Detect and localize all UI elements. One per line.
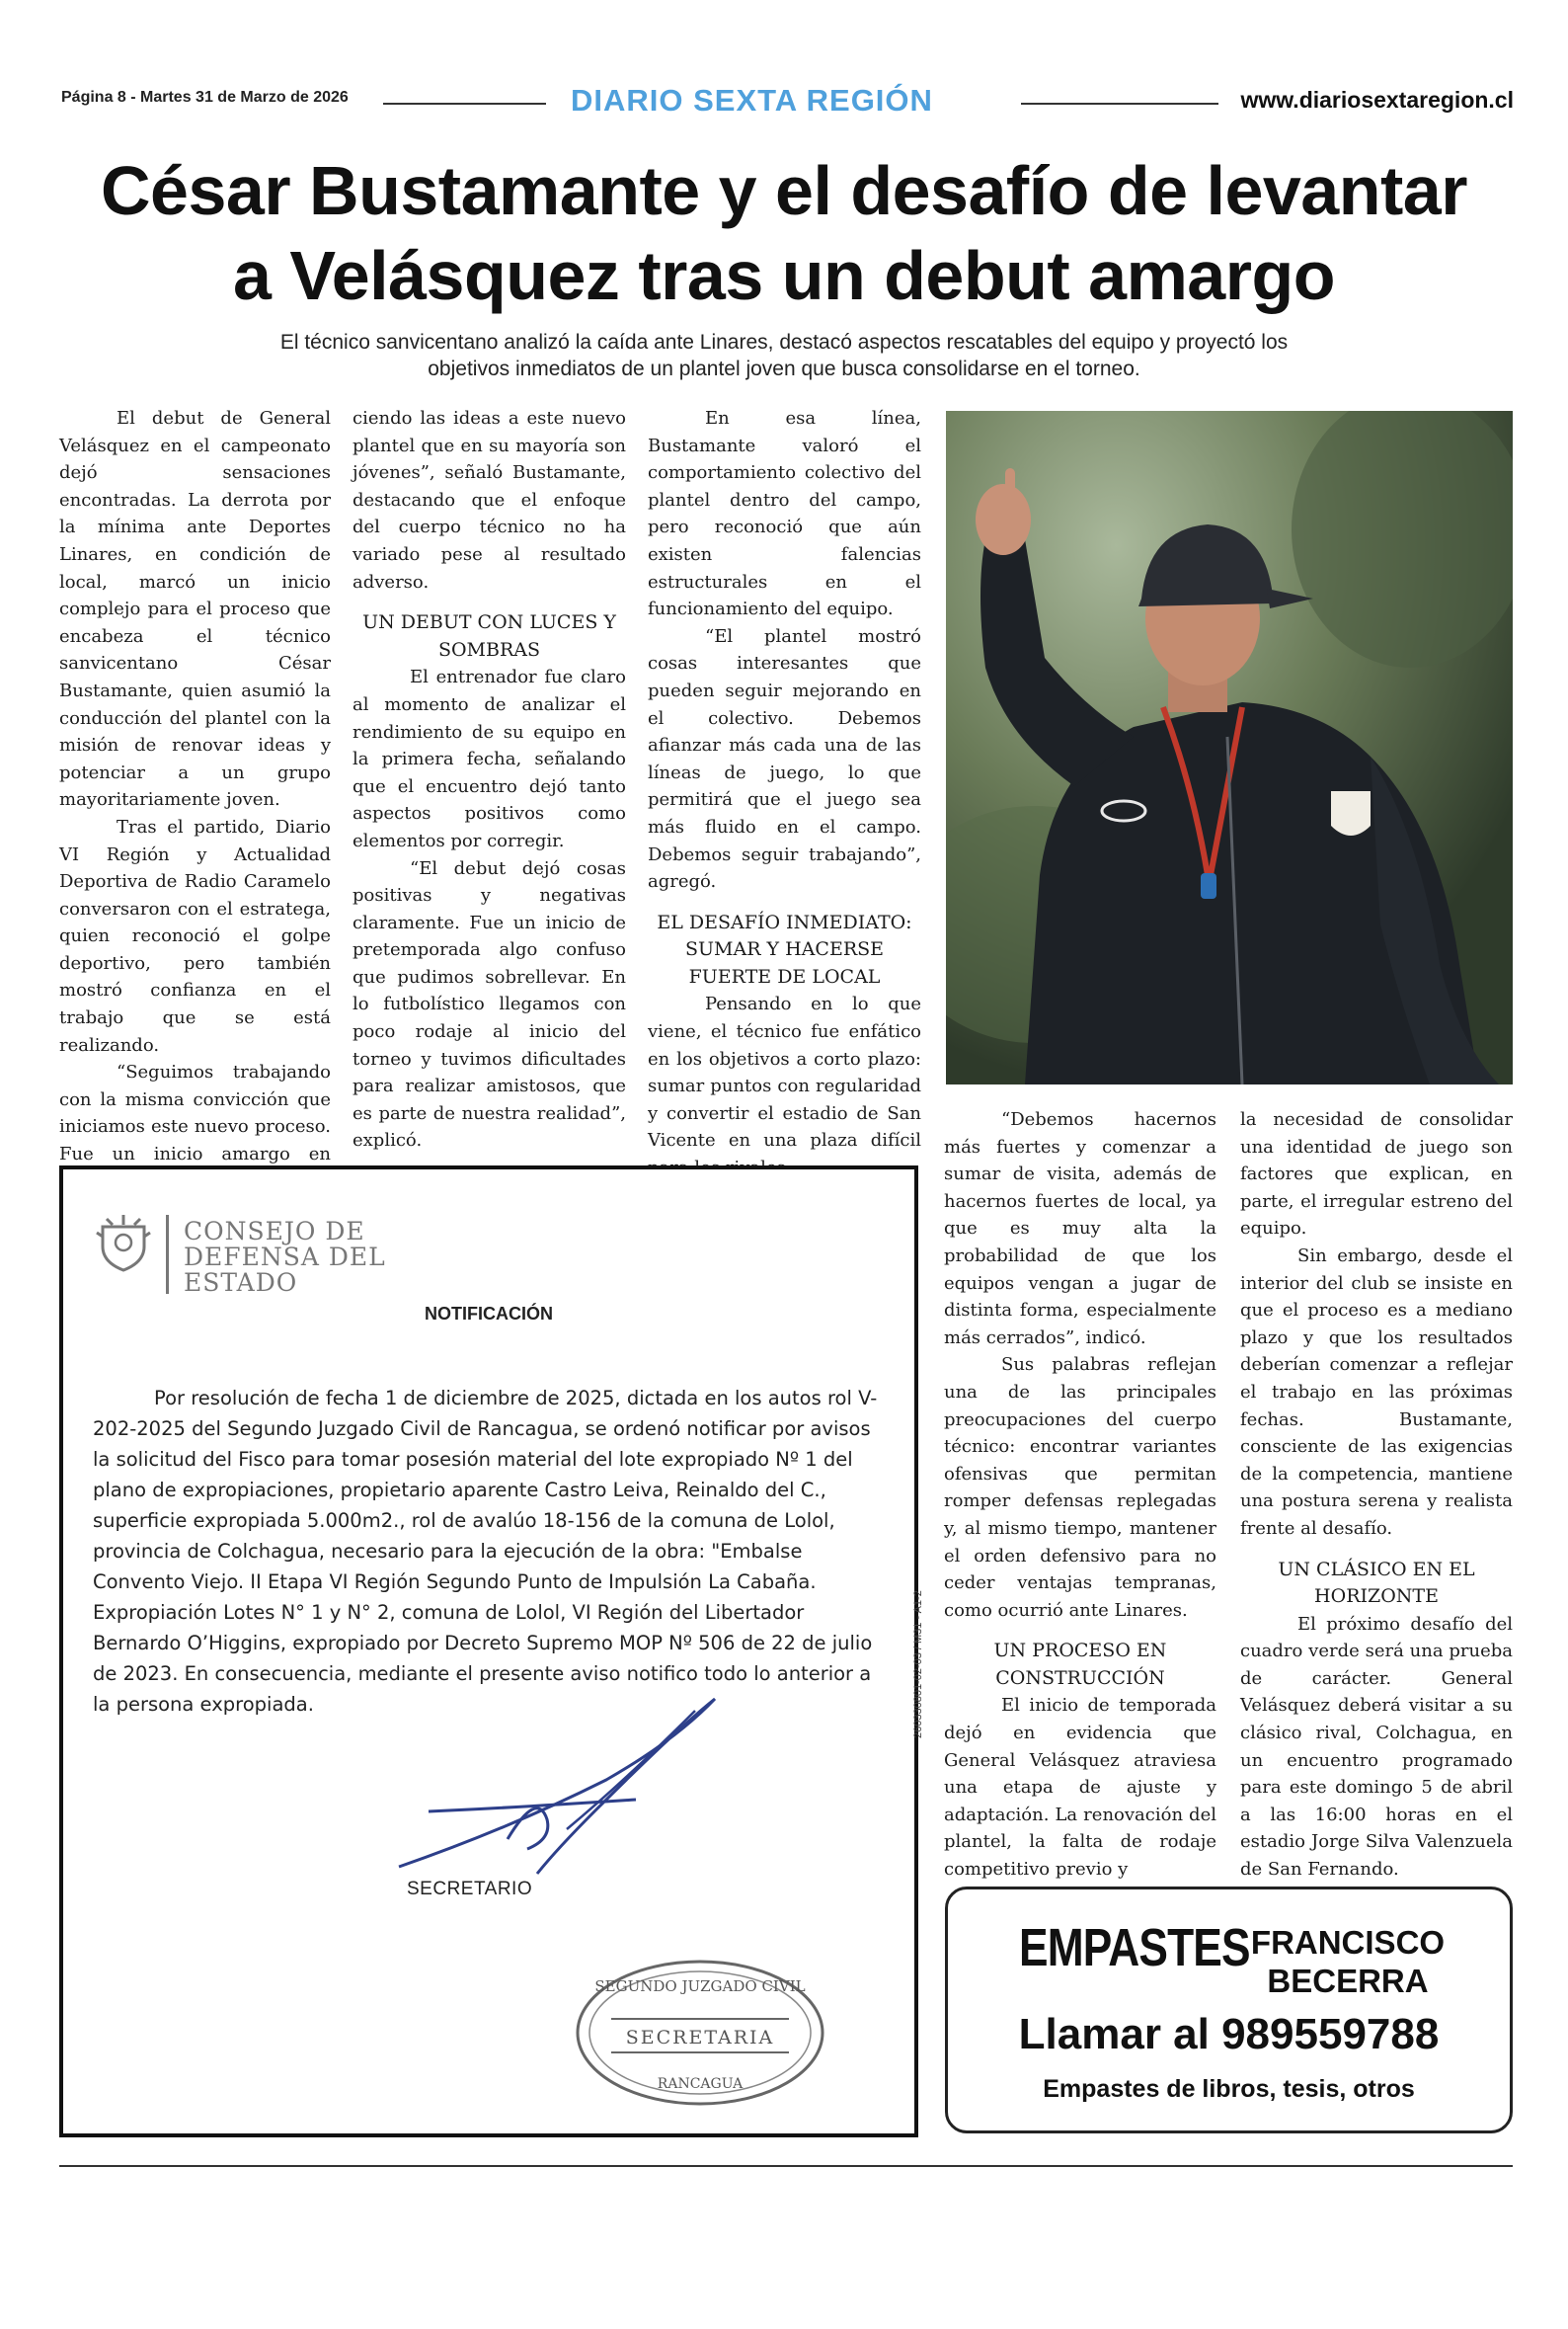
footer-rule: [59, 2165, 1513, 2167]
seal-city: RANCAGUA: [657, 2076, 744, 2092]
legal-notice: [59, 1165, 918, 2137]
ad-description: Empastes de libros, tesis, otros: [1043, 2075, 1415, 2103]
paragraph: “El debut dejó cosas positivas y negativas claramente. Fue un inicio de pretemporada algo confuso que pudimos sobrellevar. En lo futbolístico llegamos con poco rodaje al inicio del torneo y tuvimos dificultades para realizar amistosos, que es parte de nuestra realidad”, explicó.: [353, 857, 626, 1152]
article-column-4: [944, 1106, 1216, 1884]
organization-name: [184, 1219, 386, 1296]
section-subtitle: UN CLÁSICO EN EL HORIZONTE: [1278, 1558, 1475, 1608]
seal-court-name: SEGUNDO JUZGADO CIVIL: [594, 1977, 806, 1995]
ad-name-line-1: FRANCISCO: [1250, 1924, 1446, 1961]
organization-name-line-1: CONSEJO DE: [184, 1217, 365, 1245]
coach-photo-illustration: [946, 411, 1513, 1084]
paragraph-continued: ciendo las ideas a este nuevo plantel que en su mayoría son jóvenes”, señaló Bustamante, destacando que el enfoque del cuerpo técnico no ha variado pese al resultado adverso.: [353, 408, 626, 593]
court-seal: [572, 1954, 828, 2112]
organization-name-line-2: DEFENSA DEL: [184, 1243, 386, 1271]
section-subtitle: UN PROCESO EN CONSTRUCCIÓN: [993, 1640, 1167, 1689]
headline-line-1: César Bustamante y el desafío de levantar: [101, 152, 1467, 229]
paragraph: Sin embargo, desde el interior del club se insiste en que el proceso es a mediano plazo y que los resultados deberían comenzar a reflejar el trabajo en las próximas fechas. Bustamante, consciente de las exigencias de la competencia, mantiene una postura serena y realista frente al desafío.: [1240, 1245, 1513, 1539]
paragraph: El entrenador fue claro al momento de analizar el rendimiento de su equipo en la primera fecha, señalando que el encuentro dejó tanto aspectos positivos como elementos por corregir.: [353, 667, 626, 851]
ad-phone: Llamar al 989559788: [1018, 2010, 1440, 2058]
coat-of-arms-icon: [93, 1213, 154, 1274]
notice-body: Por resolución de fecha 1 de diciembre de 2025, dictada en los autos rol V-202-2025 del Segundo Juzgado Civil de Rancagua, se ordenó notificar por avisos la solicitud del Fisco para tomar posesión material del lote expropiado Nº 1 del plano de expropiaciones, propietario aparente Castro Leiva, Reinaldo del C., superficie expropiada 5.000m2., rol de avalúo 18-156 de la comuna de Lolol, provincia de Colchagua, necesario para la ejecución de la obra: "Embalse Convento Viejo. II Etapa VI Región Segundo Punto de Impulsión La Cabaña. Expropiación Lotes N° 1 y N° 2, comuna de Lolol, VI Región del Libertador Bernardo O’Higgins, expropiado por Decreto Supremo MOP Nº 506 de 22 de julio de 2023. En consecuencia, mediante el presente aviso notifico todo lo anterior a la persona expropiada.: [93, 1387, 878, 1716]
paragraph: “Debemos hacernos más fuertes y comenzar a sumar de visita, además de hacernos fuertes de local, ya que es muy alta la probabilidad de que los equipos vengan a jugar de distinta forma, especialmente más cerrados”, indicó.: [944, 1109, 1216, 1348]
paragraph: Sus palabras reflejan una de las principales preocupaciones del cuerpo técnico: encontrar variantes ofensivas que permitan romper defensas replegadas y, al mismo tiempo, mantener el orden defensivo para no ceder ventajas tempranas, como ocurrió ante Linares.: [944, 1354, 1216, 1621]
paragraph: “Seguimos trabajando con la misma convicción que iniciamos este nuevo proceso. Fue un inicio amargo en: [59, 1062, 331, 1165]
logo-divider: [166, 1215, 169, 1294]
headline-line-2: a Velásquez tras un debut amargo: [233, 237, 1335, 314]
article-column-3: [648, 405, 921, 1182]
ad-name-line-2: BECERRA: [1267, 1963, 1429, 1999]
headline: [39, 148, 1529, 318]
paragraph: En esa línea, Bustamante valoró el comportamiento colectivo del plantel dentro del campo, pero reconoció que aún existen falencias estructurales en el funcionamiento del equipo.: [648, 408, 921, 620]
notice-title: NOTIFICACIÓN: [425, 1304, 553, 1324]
paragraph: El próximo desafío del cuadro verde será una prueba de carácter. General Velásquez deberá visitar a su clásico rival, Colchagua, en un encuentro programado para este domingo 5 de abril a las 16:00 horas en el estadio Jorge Silva Valenzuela de San Fernando.: [1240, 1613, 1513, 1881]
paragraph: Tras el partido, Diario VI Región y Actualidad Deportiva de Radio Caramelo conversaron con el estratega, quien reconoció el golpe deportivo, pero también mostró confianza en el trabajo que se está realizando.: [59, 816, 331, 1056]
coach-photo: [946, 411, 1513, 1084]
paragraph-continued: la necesidad de consolidar una identidad de juego son factores que explican, en parte, el irregular estreno del equipo.: [1240, 1109, 1513, 1240]
ad-reference-code: 260330801-02-03 / M31 - A1-2: [912, 1590, 924, 1738]
organization-name-line-3: ESTADO: [184, 1268, 298, 1297]
page-date: Página 8 - Martes 31 de Marzo de 2026: [61, 89, 349, 106]
signer-title: SECRETARIO: [407, 1879, 533, 1899]
section-subtitle: EL DESAFÍO INMEDIATO: SUMAR Y HACERSE FUERTE DE LOCAL: [657, 911, 912, 988]
website: www.diariosextaregion.cl: [1240, 87, 1514, 113]
signature: [389, 1691, 725, 1879]
ad-brand: EMPASTES: [1019, 1918, 1250, 1977]
paragraph: Pensando en lo que viene, el técnico fue enfático en los objetivos a corto plazo: sumar puntos con regularidad y convertir el estadio de San Vicente en una plaza difícil: [648, 994, 921, 1152]
seal-secretaria: SECRETARIA: [625, 2027, 775, 2048]
article-column-1: [59, 405, 331, 1223]
paragraph: El debut de General Velásquez en el campeonato dejó sensaciones encontradas. La derrota por la mínima ante Deportes Linares, en condición de local, marcó un inicio complejo para el proceso que encabeza el técnico sanvicentano César Bustamante, quien asumió la conducción del plantel con la misión de renovar ideas y potenciar a un grupo mayoritariamente joven.: [59, 408, 331, 811]
paragraph: “El plantel mostró cosas interesantes que pueden seguir mejorando en el colectivo. Debemos afianzar más cada una de las líneas de juego, lo que permitirá que el juego sea más fluido en el campo. Debemos seguir trabajando”, agregó.: [648, 625, 921, 893]
paragraph: El inicio de temporada dejó en evidencia que General Velásquez atraviesa una etapa de ajuste y adaptación. La renovación del plantel, la falta de rodaje competitivo previo y: [944, 1695, 1216, 1881]
bookbinding-ad: [945, 1887, 1513, 2133]
header-rule-left: [383, 103, 546, 105]
header-rule-right: [1021, 103, 1218, 105]
section-subtitle: UN DEBUT CON LUCES Y SOMBRAS: [362, 611, 616, 661]
ad-person-name: [1244, 1923, 1451, 2000]
subheadline: El técnico sanvicentano analizó la caída ante Linares, destacó aspectos rescatables del equipo y proyectó los objetivos inmediatos de un plantel joven que busca consolidarse en el torneo.: [279, 331, 1289, 380]
masthead: DIARIO SEXTA REGIÓN: [571, 83, 933, 118]
article-column-5: [1240, 1106, 1513, 1884]
article-column-2: [353, 405, 626, 1155]
